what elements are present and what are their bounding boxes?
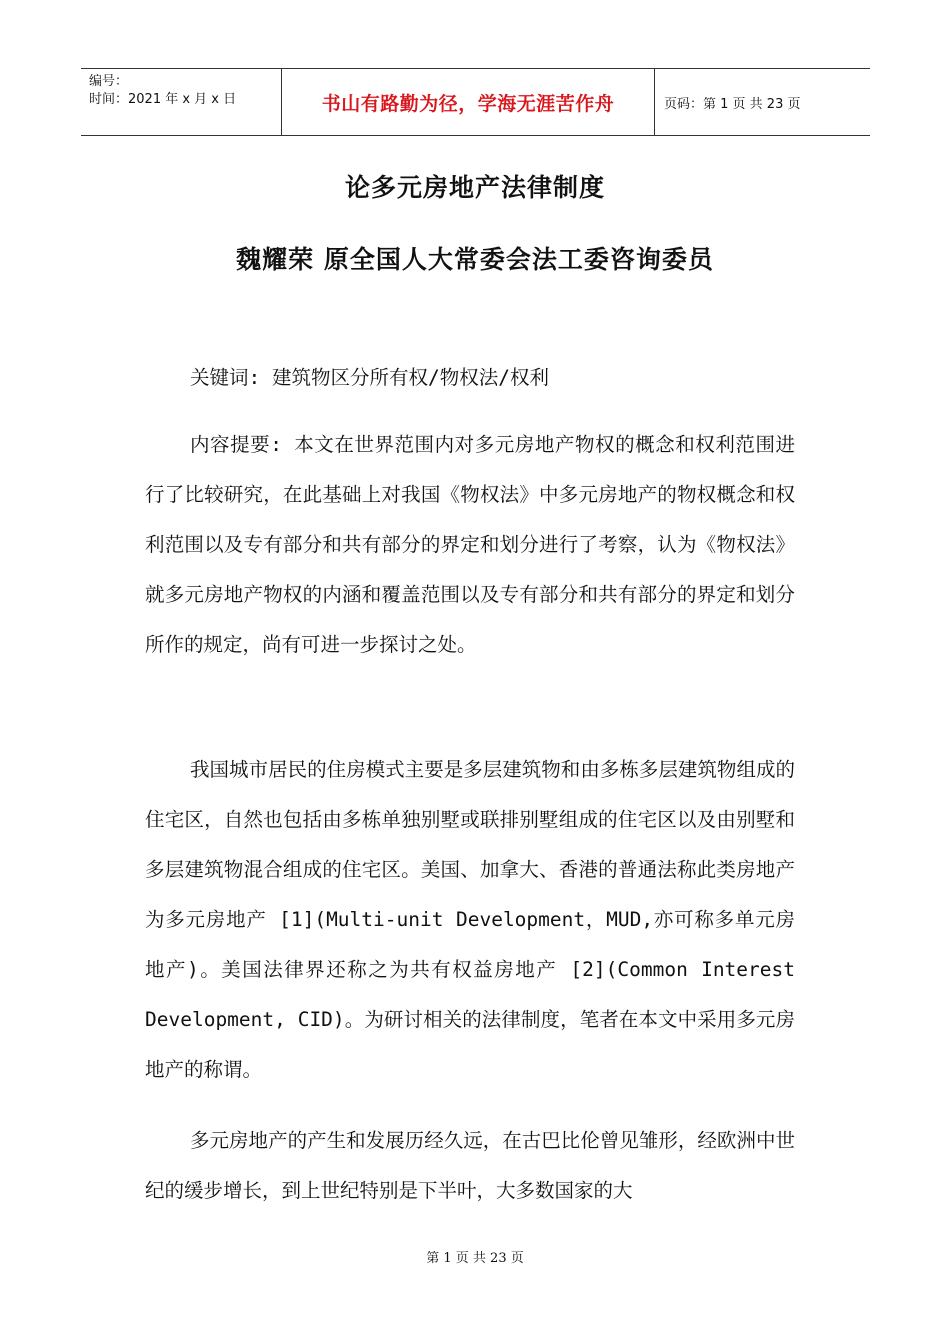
author-line: 魏耀荣 原全国人大常委会法工委咨询委员 [236, 245, 714, 274]
keywords-paragraph: 关键词: 建筑物区分所有权/物权法/权利 [190, 366, 549, 389]
motto-text: 书山有路勤为径，学海无涯苦作舟 [321, 92, 615, 115]
header-motto [281, 69, 655, 135]
footer-page-number: 第 1 页 共 23 页 [426, 1251, 524, 1266]
abstract-paragraph: 内容提要: 本文在世界范围内对多元房地产物权的概念和权利范围进行了比较研究，在此基础上对我国《物权法》中多元房地产的物权概念和权利范围以及专有部分和共有部分的界定和划分进行了考察，认为《物权法》就多元房地产物权的内涵和覆盖范围以及专有部分和共有部分的界定和划分所作的规定，尚有可进一步探讨之处。 [145, 433, 795, 656]
number-label: 编号： [89, 74, 129, 89]
body-paragraph-1: 我国城市居民的住房模式主要是多层建筑物和由多栋多层建筑物组成的住宅区，自然也包括由多栋单独别墅或联排别墅组成的住宅区以及由别墅和多层建筑物混合组成的住宅区。美国、加拿大、香港的普通法称此类房地产为多元房地产 [1](Multi-unit Development，MUD,亦可称多单元房地产)。美国法律界还称之为共有权益房地产 [2](Common Interest Development, CID)。为研讨相关的法律制度，笔者在本文中采用多元房地产的称谓。 [145, 758, 795, 1081]
header-meta [81, 69, 281, 135]
page-footer [0, 1247, 950, 1266]
time-label: 时间：2021 年 x 月 x 日 [89, 92, 237, 107]
page-label: 页码：第 1 页 共 23 页 [664, 96, 801, 112]
document-title: 论多元房地产法律制度 [344, 173, 605, 202]
header-page-info [655, 69, 870, 135]
body-paragraph-2: 多元房地产的产生和发展历经久远，在古巴比伦曾见雏形，经欧洲中世纪的缓步增长，到上世纪特别是下半叶，大多数国家的大 [145, 1129, 795, 1202]
page-header [81, 68, 870, 136]
